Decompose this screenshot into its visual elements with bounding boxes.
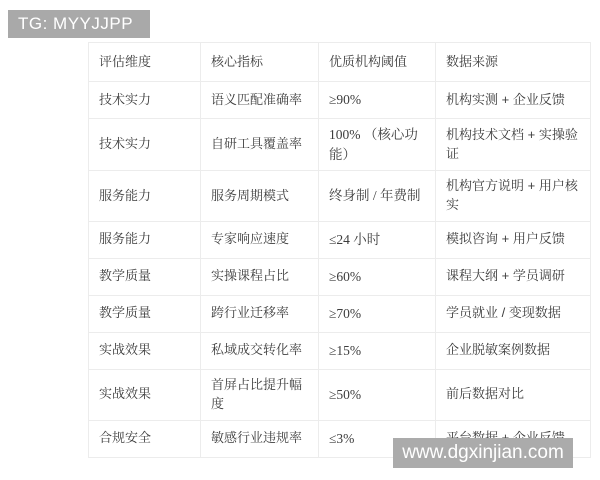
cell-threshold: ≥60% bbox=[319, 258, 436, 295]
cell-threshold: ≥90% bbox=[319, 82, 436, 119]
evaluation-criteria-table bbox=[88, 42, 591, 458]
table-row bbox=[89, 221, 591, 258]
column-header-source: 数据来源 bbox=[436, 43, 591, 82]
cell-threshold: 终身制 / 年费制 bbox=[319, 171, 436, 222]
cell-dimension: 技术实力 bbox=[89, 82, 201, 119]
cell-dimension: 服务能力 bbox=[89, 221, 201, 258]
cell-indicator: 跨行业迁移率 bbox=[201, 295, 319, 332]
cell-indicator: 语义匹配准确率 bbox=[201, 82, 319, 119]
cell-threshold: ≥70% bbox=[319, 295, 436, 332]
table-row bbox=[89, 119, 591, 171]
cell-dimension: 服务能力 bbox=[89, 171, 201, 222]
cell-source: 模拟咨询 + 用户反馈 bbox=[436, 221, 591, 258]
table-row bbox=[89, 295, 591, 332]
cell-indicator: 首屏占比提升幅度 bbox=[201, 369, 319, 420]
cell-indicator: 自研工具覆盖率 bbox=[201, 119, 319, 171]
cell-source: 机构官方说明 + 用户核实 bbox=[436, 171, 591, 222]
table-row bbox=[89, 171, 591, 222]
table-row bbox=[89, 332, 591, 369]
cell-threshold: ≤24 小时 bbox=[319, 221, 436, 258]
cell-source: 前后数据对比 bbox=[436, 369, 591, 420]
column-header-threshold: 优质机构阈值 bbox=[319, 43, 436, 82]
table-row bbox=[89, 82, 591, 119]
cell-dimension: 技术实力 bbox=[89, 119, 201, 171]
website-watermark-badge: www.dgxinjian.com bbox=[393, 438, 573, 468]
cell-source: 机构实测 + 企业反馈 bbox=[436, 82, 591, 119]
cell-threshold: ≥50% bbox=[319, 369, 436, 420]
cell-indicator: 专家响应速度 bbox=[201, 221, 319, 258]
table-header-row bbox=[89, 43, 591, 82]
table-row bbox=[89, 369, 591, 420]
telegram-watermark-badge: TG: MYYJJPP bbox=[8, 10, 150, 38]
cell-threshold: ≤3% bbox=[319, 420, 436, 457]
cell-dimension: 合规安全 bbox=[89, 420, 201, 457]
cell-source: 学员就业 / 变现数据 bbox=[436, 295, 591, 332]
cell-dimension: 教学质量 bbox=[89, 295, 201, 332]
cell-source: 机构技术文档 + 实操验证 bbox=[436, 119, 591, 171]
cell-threshold: 100% （核心功能） bbox=[319, 119, 436, 171]
cell-dimension: 实战效果 bbox=[89, 332, 201, 369]
column-header-indicator: 核心指标 bbox=[201, 43, 319, 82]
table-row bbox=[89, 258, 591, 295]
cell-indicator: 敏感行业违规率 bbox=[201, 420, 319, 457]
cell-source: 课程大纲 + 学员调研 bbox=[436, 258, 591, 295]
cell-indicator: 实操课程占比 bbox=[201, 258, 319, 295]
cell-dimension: 实战效果 bbox=[89, 369, 201, 420]
cell-indicator: 私域成交转化率 bbox=[201, 332, 319, 369]
cell-threshold: ≥15% bbox=[319, 332, 436, 369]
cell-dimension: 教学质量 bbox=[89, 258, 201, 295]
cell-indicator: 服务周期模式 bbox=[201, 171, 319, 222]
column-header-dimension: 评估维度 bbox=[89, 43, 201, 82]
cell-source: 企业脱敏案例数据 bbox=[436, 332, 591, 369]
